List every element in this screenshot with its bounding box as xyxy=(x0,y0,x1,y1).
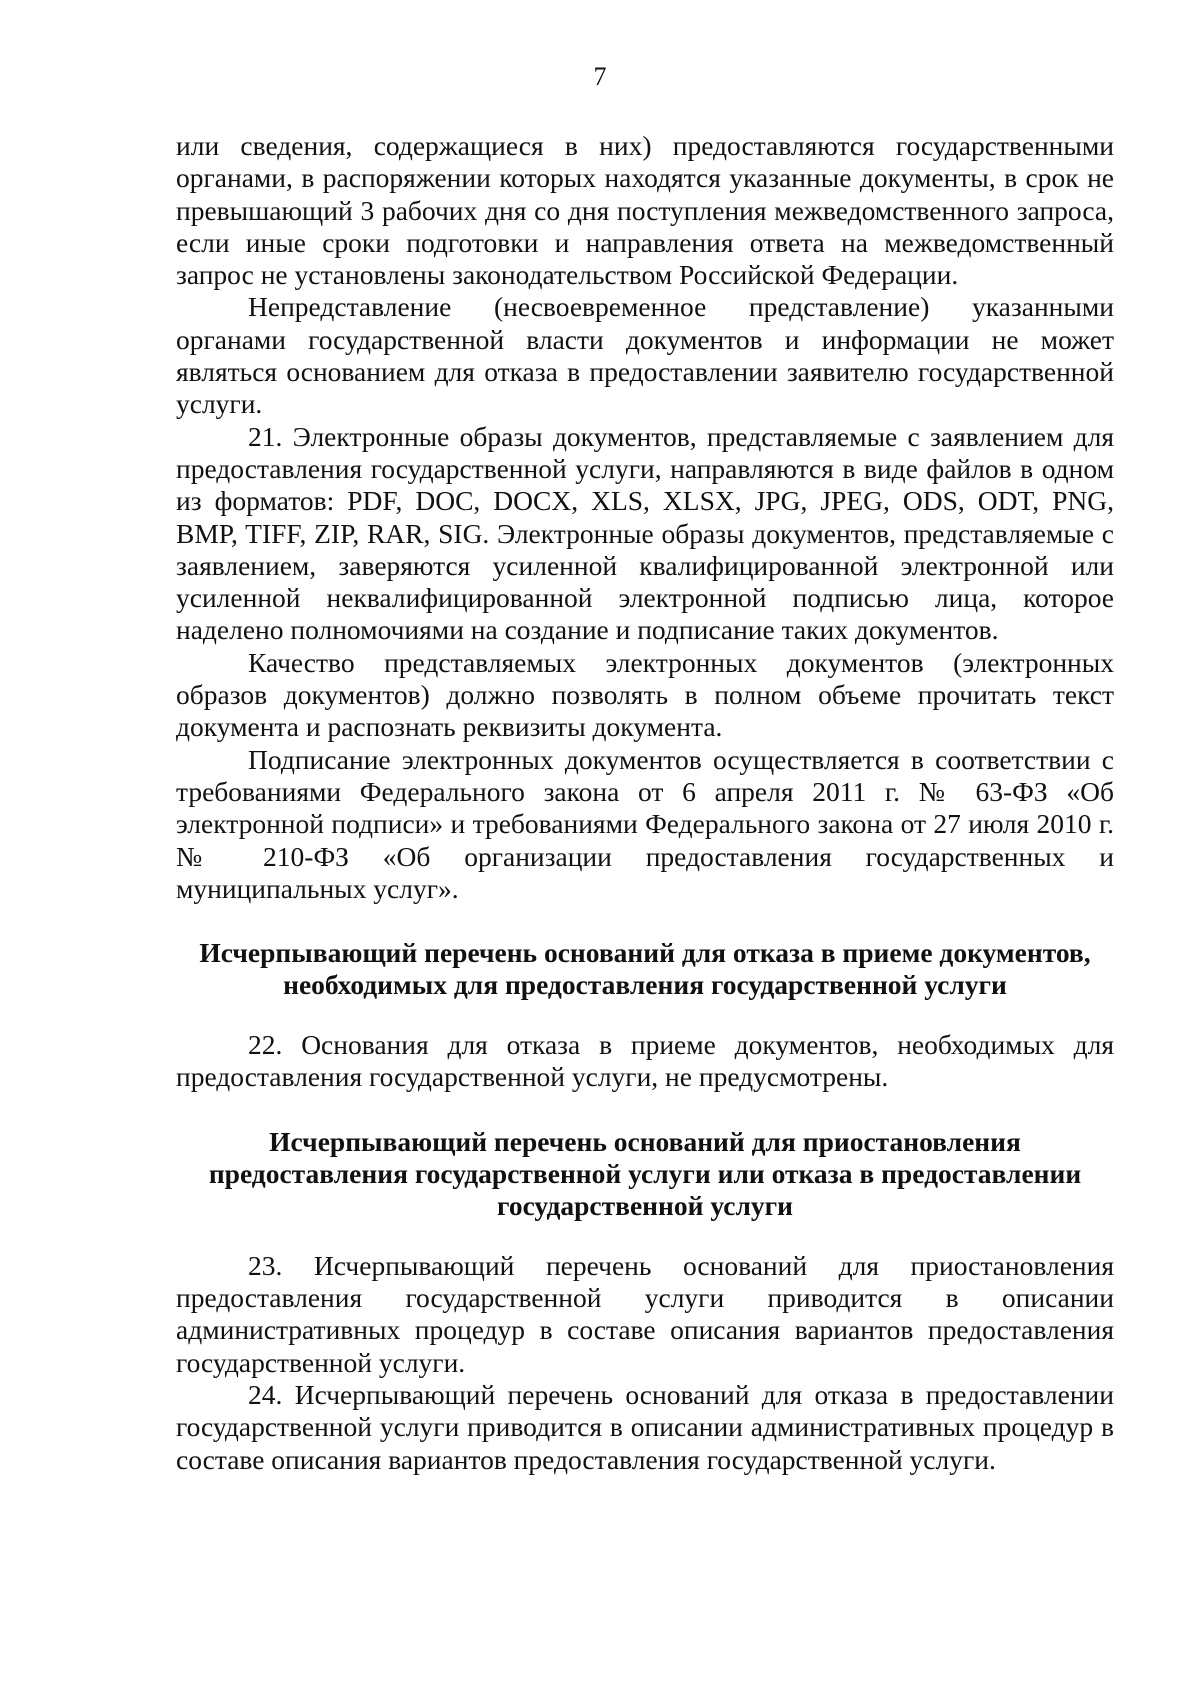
paragraph-24: 24. Исчерпывающий перечень оснований для отказа в предоставлении государственной услуги приводится в описании административных процедур в составе описания вариантов предоставления государственной услуги. xyxy=(176,1378,1114,1475)
document-body xyxy=(176,130,1114,1476)
paragraph-21: 21. Электронные образы документов, представляемые с заявлением для предоставления государственной услуги, направляются в виде файлов в одном из форматов: PDF, DOC, DOCX, XLS, XLSX, JPG, JPEG, ODS, ODT, PNG, BMP, TIFF, ZIP, RAR, SIG. Электронные образы документов, представляемые с заявлением, заверяются усиленной квалифицированной электронной или усиленной неквалифицированной электронной подписью лица, которое наделено полномочиями на создание и подписание таких документов. xyxy=(176,420,1114,646)
paragraph-23: 23. Исчерпывающий перечень оснований для приостановления предоставления государственной услуги приводится в описании административных процедур в составе описания вариантов предоставления государственной услуги. xyxy=(176,1249,1114,1378)
paragraph-quality: Качество представляемых электронных документов (электронных образов документов) должно позволять в полном объеме прочитать текст документа и распознать реквизиты документа. xyxy=(176,646,1114,743)
paragraph-non-submission: Непредставление (несвоевременное представление) указанными органами государственной власти документов и информации не может являться основанием для отказа в предоставлении заявителю государственной услуги. xyxy=(176,291,1114,420)
paragraph-signing: Подписание электронных документов осуществляется в соответствии с требованиями Федерального закона от 6 апреля 2011 г. № 63-ФЗ «Об электронной подписи» и требованиями Федерального закона от 27 июля 2010 г. № 210-ФЗ «Об организации предоставления государственных и муниципальных услуг». xyxy=(176,743,1114,904)
page-number: 7 xyxy=(593,62,607,91)
paragraph-22: 22. Основания для отказа в приеме документов, необходимых для предоставления государственной услуги, не предусмотрены. xyxy=(176,1029,1114,1093)
paragraph-continuation: или сведения, содержащиеся в них) предоставляются государственными органами, в распоряжении которых находятся указанные документы, в срок не превышающий 3 рабочих дня со дня поступления межведомственного запроса, если иные сроки подготовки и направления ответа на межведомственный запрос не установлены законодательством Российской Федерации. xyxy=(176,130,1114,291)
heading-suspension-refusal: Исчерпывающий перечень оснований для приостановления предоставления государственной услуги или отказа в предоставлении государственной услуги xyxy=(208,1125,1082,1221)
heading-refusal-acceptance: Исчерпывающий перечень оснований для отказа в приеме документов, необходимых для предоставления государственной услуги xyxy=(199,937,1091,1001)
